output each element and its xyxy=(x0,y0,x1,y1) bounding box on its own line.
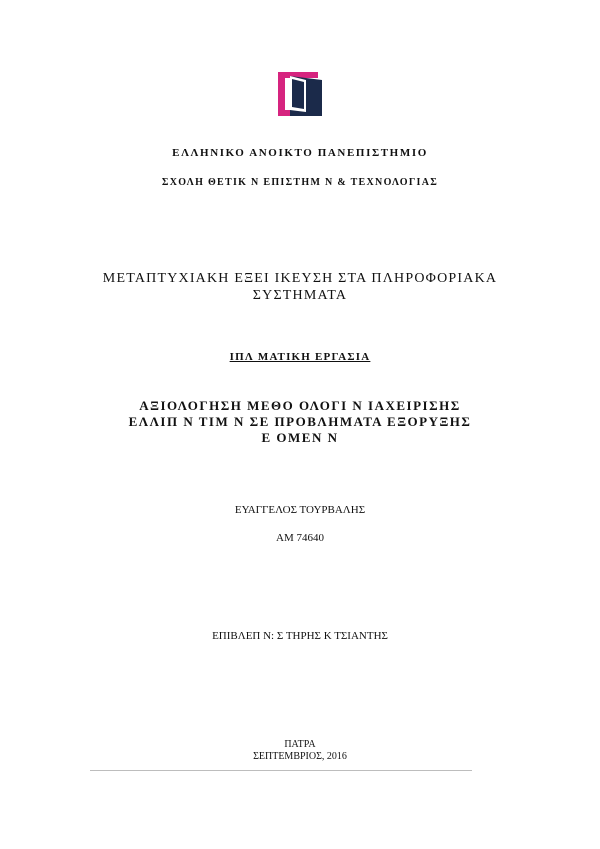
thesis-type xyxy=(0,351,600,363)
title-line-3: Ε ΟΜΕΝ Ν xyxy=(261,430,339,445)
thesis-type-label: ΙΠΛ ΜΑΤΙΚΗ ΕΡΓΑΣΙΑ xyxy=(229,351,371,363)
program-name xyxy=(0,270,600,304)
date: ΣΕΠΤΕΜΒΡΙΟΣ, 2016 xyxy=(253,751,347,762)
university-name: ΕΛΛΗΝΙΚΟ ΑΝΟΙΚΤΟ ΠΑΝΕΠΙΣΤΗΜΙΟ xyxy=(172,147,428,159)
program-line-2: ΣΥΣΤΗΜΑΤΑ xyxy=(252,288,348,303)
title-line-1: ΑΞΙΟΛΟΓΗΣΗ ΜΕΘΟ ΟΛΟΓΙ Ν ΙΑΧΕΙΡΙΣΗΣ xyxy=(139,398,461,413)
place: ΠΑΤΡΑ xyxy=(284,739,316,750)
thesis-title xyxy=(0,398,600,446)
supervisor: ΕΠΙΒΛΕΠ Ν: Σ ΤΗΡΗΣ Κ ΤΣΙΑΝΤΗΣ xyxy=(212,630,388,642)
footer-rule xyxy=(90,770,472,771)
author-name: ΕΥΑΓΓΕΛΟΣ ΤΟΥΡΒΑΛΗΣ xyxy=(234,504,366,516)
school-name: ΣΧΟΛΗ ΘΕΤΙΚ Ν ΕΠΙΣΤΗΜ Ν & ΤΕΧΝΟΛΟΓΙΑΣ xyxy=(161,177,439,188)
registration-number: ΑΜ 74640 xyxy=(276,532,324,544)
title-line-2: ΕΛΛΙΠ Ν ΤΙΜ Ν ΣΕ ΠΡΟΒΛΗΜΑΤΑ ΕΞΟΡΥΞΗΣ xyxy=(128,414,472,429)
university-logo-icon xyxy=(276,70,324,118)
program-line-1: ΜΕΤΑΠΤΥΧΙΑΚΗ ΕΞΕΙ ΙΚΕΥΣΗ ΣΤΑ ΠΛΗΡΟΦΟΡΙΑΚΑ xyxy=(102,271,498,286)
